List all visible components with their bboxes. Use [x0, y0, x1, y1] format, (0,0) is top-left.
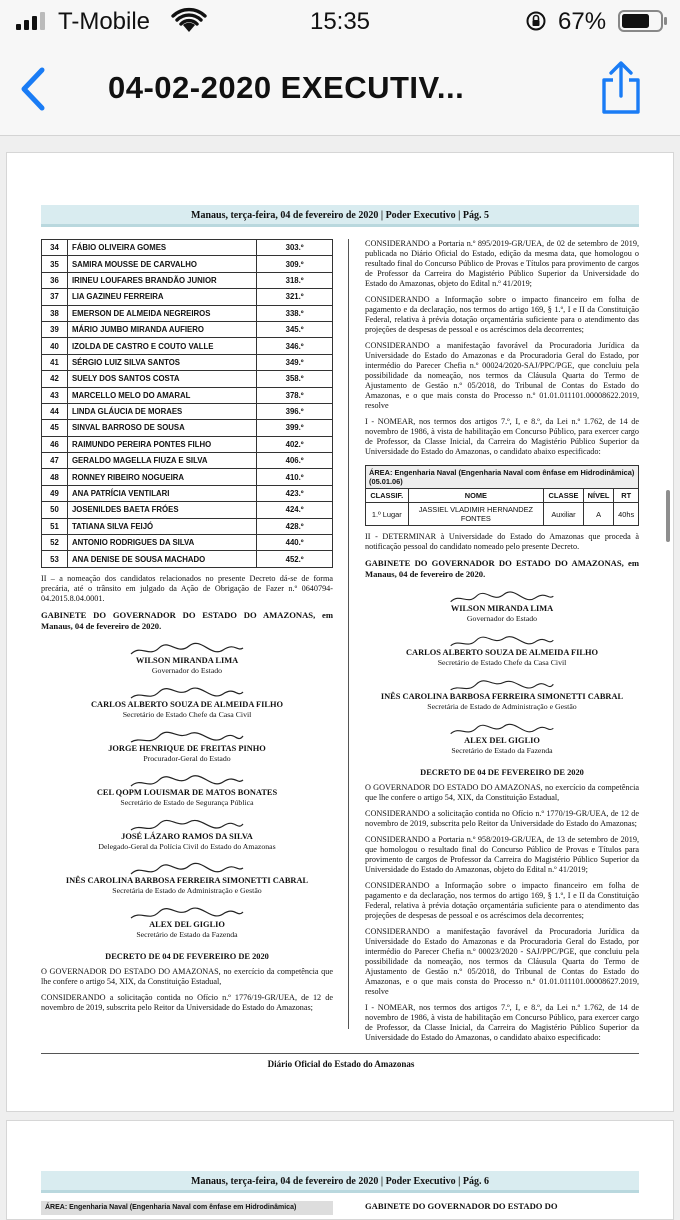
candidate-name: LIA GAZINEU FERREIRA: [67, 289, 256, 305]
decree-paragraph: CONSIDERANDO a manifestação favorável da Procuradoria Jurídica da Universidade do Estado do Amazonas e da Procuradoria Geral do Estado, por intermédio do Parecer Chefia n.º 00024/2020-SAJ/PPC/PGE, que concluiu pela possibilidade da nomeação, nos termos da Cláusula Quarta do Termo de Ajustamento de Gestão n.º 05/2018, do Tribunal de Contas do Estado do Amazonas, e o que mais consta do Processo n.º 01.01.011101.00008622.2019, resolve: [365, 341, 639, 410]
candidate-pos: 423.º: [257, 485, 333, 501]
clock: 15:35: [309, 8, 371, 35]
table-row: [42, 518, 333, 534]
table-row: [42, 551, 333, 567]
table-cell: JASSIEL VLADIMIR HERNANDEZ FONTES: [408, 503, 544, 526]
signatory-name: INÊS CAROLINA BARBOSA FERREIRA SIMONETTI CABRAL: [65, 875, 309, 885]
signature-block: [365, 678, 639, 712]
footer-divider: [41, 1053, 639, 1054]
column-header: NOME: [408, 489, 544, 503]
signatory-role: Governador do Estado: [151, 665, 223, 675]
decree-paragraph: CONSIDERANDO a Portaria n.º 958/2019-GR/UEA, de 13 de setembro de 2019, que homologou o resultado final do Concurso Público de Provas e Títulos para provimento de cargos de Professor da Carreira do Magistério Público Superior da Universidade do Estado do Amazonas, objeto do Edital n.º 41/2019;: [365, 835, 639, 874]
table-row: [42, 338, 333, 354]
candidate-pos: 318.º: [257, 272, 333, 288]
candidate-name: ANA DENISE DE SOUSA MACHADO: [67, 551, 256, 567]
candidate-num: 38: [42, 305, 68, 321]
candidate-num: 46: [42, 436, 68, 452]
candidate-num: 35: [42, 256, 68, 272]
area-title: ÁREA: Engenharia Naval (Engenharia Naval com ênfase em Hidrodinâmica) (05.01.06): [366, 466, 639, 489]
candidate-num: 39: [42, 321, 68, 337]
decree-paragraph: CONSIDERANDO a Portaria n.º 895/2019-GR/UEA, de 02 de setembro de 2019, publicada no Diário Oficial do Estado, edição da mesma data, que homologou o resultado final do Concurso Público de Provas e Títulos para provimento de cargos de Professor da Carreira do Magistério Público Superior da Universidade do Estado do Amazonas, objeto do Edital n.º 41/2019;: [365, 239, 639, 288]
table-row: [42, 469, 333, 485]
signatory-name: INÊS CAROLINA BARBOSA FERREIRA SIMONETTI CABRAL: [380, 692, 624, 701]
right-column: [365, 239, 639, 1043]
document-title: 04-02-2020 EXECUTIV...: [108, 70, 465, 105]
signatory-name: ALEX DEL GIGLIO: [464, 736, 540, 745]
candidate-num: 40: [42, 338, 68, 354]
candidate-name: JOSENILDES BAETA FRÓES: [67, 502, 256, 518]
page-footer: Diário Oficial do Estado do Amazonas: [267, 1059, 415, 1069]
candidate-pos: 346.º: [257, 338, 333, 354]
table-row: [42, 502, 333, 518]
decree-paragraph: II - DETERMINAR à Universidade do Estado do Amazonas que proceda à notificação pessoal do candidato nomeado pelo presente Decreto.: [365, 532, 639, 551]
candidate-pos: 345.º: [257, 321, 333, 337]
candidate-name: SAMIRA MOUSSE DE CARVALHO: [67, 256, 256, 272]
signatory-role: Procurador-Geral do Estado: [143, 753, 231, 763]
candidate-name: EMERSON DE ALMEIDA NEGREIROS: [67, 305, 256, 321]
candidate-pos: 321.º: [257, 289, 333, 305]
share-icon[interactable]: [596, 60, 646, 116]
table-cell: Auxiliar: [544, 503, 583, 526]
signatory-role: Secretário de Estado Chefe da Casa Civil: [437, 658, 567, 667]
battery-percentage: 67%: [558, 8, 607, 35]
table-row: [42, 485, 333, 501]
table-row: [42, 256, 333, 272]
candidate-name: SÉRGIO LUIZ SILVA SANTOS: [67, 354, 256, 370]
table-row: [42, 354, 333, 370]
signatory-role: Secretária de Estado de Administração e Gestão: [112, 885, 262, 895]
decree-paragraph: O GOVERNADOR DO ESTADO DO AMAZONAS, no exercício da competência que lhe confere o artigo 54, XIX, da Constituição Estadual,: [41, 966, 333, 986]
decree-paragraph: II – a nomeação dos candidatos relacionados no presente Decreto dá-se de forma precária, até o trânsito em julgado da Ação de Obrigação de Fazer n.º 0640794-04.2015.8.04.0001.: [41, 573, 333, 603]
decree-title: DECRETO DE 04 DE FEVEREIRO DE 2020: [105, 951, 269, 961]
signatory-name: JORGE HENRIQUE DE FREITAS PINHO: [108, 743, 266, 753]
decree-paragraph: CONSIDERANDO a solicitação contida no Ofício n.º 1770/19-GR/UEA, de 12 de novembro de 2019, subscrita pelo Reitor da Universidade do Estado do Amazonas;: [365, 809, 639, 828]
table-cell: A: [583, 503, 614, 526]
decree-paragraph: CONSIDERANDO a Informação sobre o impacto financeiro em folha de pagamento e da declaração, nos termos do artigo 169, § 1.º, I e II da Constituição Federal, relativa à prévia dotação orçamentária suficiente para o atendimento das projeções de despesas de pessoal e os acréscimos dela decorrentes;: [365, 295, 639, 334]
signature-block: [41, 774, 333, 808]
candidate-name: MÁRIO JUMBO MIRANDA AUFIERO: [67, 321, 256, 337]
signature-block: [41, 686, 333, 720]
signature-block: [365, 590, 639, 624]
signatory-role: Secretário de Estado de Segurança Pública: [120, 797, 254, 807]
column-header: NÍVEL: [583, 489, 614, 503]
decree-title: DECRETO DE 04 DE FEVEREIRO DE 2020: [420, 768, 584, 777]
candidate-pos: 378.º: [257, 387, 333, 403]
column-header: CLASSIF.: [366, 489, 409, 503]
rotation-lock-icon: [525, 10, 547, 32]
table-row: [42, 403, 333, 419]
area-table: [365, 465, 639, 526]
candidate-num: 43: [42, 387, 68, 403]
candidates-table: [41, 239, 333, 568]
table-row: [42, 272, 333, 288]
candidate-pos: 428.º: [257, 518, 333, 534]
candidate-num: 48: [42, 469, 68, 485]
table-row: [42, 371, 333, 387]
area-title: ÁREA: Engenharia Naval (Engenharia Naval com ênfase em Hidrodinâmica): [41, 1201, 333, 1215]
table-cell: 1.º Lugar: [366, 503, 409, 526]
candidate-pos: 440.º: [257, 535, 333, 551]
table-row: [42, 289, 333, 305]
table-row: [42, 387, 333, 403]
candidate-name: SUELY DOS SANTOS COSTA: [67, 371, 256, 387]
candidate-num: 45: [42, 420, 68, 436]
document-page: [6, 1120, 674, 1220]
candidate-num: 37: [42, 289, 68, 305]
signature-block: [41, 906, 333, 940]
signatory-name: WILSON MIRANDA LIMA: [450, 604, 554, 613]
candidate-pos: 396.º: [257, 403, 333, 419]
candidate-name: LINDA GLÁUCIA DE MORAES: [67, 403, 256, 419]
candidate-pos: 358.º: [257, 371, 333, 387]
column-header: RT: [614, 489, 639, 503]
table-row: [42, 240, 333, 256]
candidate-num: 44: [42, 403, 68, 419]
candidate-pos: 410.º: [257, 469, 333, 485]
signatory-role: Secretária de Estado de Administração e Gestão: [427, 702, 577, 711]
signatory-role: Secretário de Estado da Fazenda: [451, 746, 553, 755]
candidate-num: 51: [42, 518, 68, 534]
candidate-name: IRINEU LOUFARES BRANDÃO JUNIOR: [67, 272, 256, 288]
document-page: [6, 152, 674, 1112]
signatory-name: CARLOS ALBERTO SOUZA DE ALMEIDA FILHO: [406, 648, 598, 657]
table-cell: 40hs: [614, 503, 639, 526]
status-bar: [0, 0, 680, 44]
candidate-pos: 338.º: [257, 305, 333, 321]
signature-block: [365, 634, 639, 668]
table-row: [42, 436, 333, 452]
gabinete-line: GABINETE DO GOVERNADOR DO ESTADO DO AMAZONAS, em Manaus, 04 de fevereiro de 2020.: [365, 558, 639, 579]
candidate-name: ANA PATRÍCIA VENTILARI: [67, 485, 256, 501]
candidate-pos: 309.º: [257, 256, 333, 272]
table-row: [42, 321, 333, 337]
candidate-pos: 402.º: [257, 436, 333, 452]
page-header: Manaus, terça-feira, 04 de fevereiro de 2020 | Poder Executivo | Pág. 5: [41, 205, 639, 227]
candidate-pos: 399.º: [257, 420, 333, 436]
candidate-num: 47: [42, 453, 68, 469]
signatory-role: Secretário de Estado da Fazenda: [136, 929, 238, 939]
decree-paragraph: CONSIDERANDO a solicitação contida no Ofício n.º 1776/19-GR/UEA, de 12 de novembro de 2019, subscrita pelo Reitor da Universidade do Estado do Amazonas;: [41, 992, 333, 1012]
signature-block: [41, 730, 333, 764]
signatory-role: Delegado-Geral da Polícia Civil do Estado do Amazonas: [98, 841, 276, 851]
signature-block: [41, 818, 333, 852]
table-row: [42, 305, 333, 321]
navigation-bar: [0, 44, 680, 136]
candidate-name: SINVAL BARROSO DE SOUSA: [67, 420, 256, 436]
candidate-pos: 303.º: [257, 240, 333, 256]
candidate-pos: 406.º: [257, 453, 333, 469]
candidate-name: GERALDO MAGELLA FIUZA E SILVA: [67, 453, 256, 469]
signatory-name: ALEX DEL GIGLIO: [149, 919, 225, 929]
table-row: [42, 420, 333, 436]
candidate-name: FÁBIO OLIVEIRA GOMES: [67, 240, 256, 256]
candidate-num: 36: [42, 272, 68, 288]
candidate-num: 50: [42, 502, 68, 518]
signature-block: [41, 642, 333, 676]
candidate-num: 53: [42, 551, 68, 567]
column-divider: [348, 239, 349, 1029]
page-header: Manaus, terça-feira, 04 de fevereiro de 2020 | Poder Executivo | Pág. 6: [41, 1171, 639, 1193]
back-chevron-icon[interactable]: [14, 64, 54, 114]
candidate-name: MARCELLO MELO DO AMARAL: [67, 387, 256, 403]
signatory-name: JOSÉ LÁZARO RAMOS DA SILVA: [121, 831, 253, 841]
candidate-num: 52: [42, 535, 68, 551]
table-row: [42, 535, 333, 551]
column-header: CLASSE: [544, 489, 583, 503]
candidate-name: TATIANA SILVA FEIJÓ: [67, 518, 256, 534]
candidate-pos: 424.º: [257, 502, 333, 518]
left-column: [41, 239, 333, 1013]
signatory-name: CARLOS ALBERTO SOUZA DE ALMEIDA FILHO: [91, 699, 283, 709]
gabinete-line: GABINETE DO GOVERNADOR DO ESTADO DO: [365, 1201, 558, 1211]
scroll-indicator[interactable]: [666, 490, 670, 542]
candidate-pos: 349.º: [257, 354, 333, 370]
candidate-num: 41: [42, 354, 68, 370]
candidate-num: 42: [42, 371, 68, 387]
candidate-pos: 452.º: [257, 551, 333, 567]
candidate-name: ANTONIO RODRIGUES DA SILVA: [67, 535, 256, 551]
candidate-num: 49: [42, 485, 68, 501]
decree-paragraph: I - NOMEAR, nos termos dos artigos 7.º, I, e 8.º, da Lei n.º 1.762, de 14 de novembro de 1986, à vista de habilitação em Concurso Público, para exercer cargo de Professor, da Classe Inicial, da Carreira do Magistério Público Superior da Universidade do Estado do Amazonas, o candidato abaixo especificado:: [365, 417, 639, 456]
decree-paragraph: O GOVERNADOR DO ESTADO DO AMAZONAS, no exercício da competência que lhe confere o artigo 54, XIX, da Constituição Estadual,: [365, 783, 639, 802]
signature-block: [41, 862, 333, 896]
table-row: [42, 453, 333, 469]
gabinete-line: GABINETE DO GOVERNADOR DO ESTADO DO AMAZONAS, em Manaus, 04 de fevereiro de 2020.: [41, 609, 333, 631]
carrier-name: T-Mobile: [58, 8, 151, 35]
signatory-role: Governador do Estado: [466, 614, 538, 623]
signatory-role: Secretário de Estado Chefe da Casa Civil: [122, 709, 252, 719]
candidate-name: RAIMUNDO PEREIRA PONTES FILHO: [67, 436, 256, 452]
decree-paragraph: CONSIDERANDO a manifestação favorável da Procuradoria Jurídica da Universidade do Estado do Amazonas e da Procuradoria Geral do Estado, por intermédio do Parecer Chefia n.º 00023/2020 - SAJ/PPC/PGE, que concluiu pela possibilidade da nomeação, nos termos da Cláusula Quarta do Termo de Ajustamento de Gestão n.º 05/2018, do Tribunal de Contas do Estado do Amazonas, e o que mais consta do Processo n.º 01.01.011101.00008627.2019, resolve: [365, 927, 639, 996]
battery-icon: [618, 10, 668, 32]
signature-block: [365, 722, 639, 756]
signatory-name: CEL QOPM LOUISMAR DE MATOS BONATES: [96, 787, 278, 797]
signatory-name: WILSON MIRANDA LIMA: [135, 655, 239, 665]
candidate-name: IZOLDA DE CASTRO E COUTO VALLE: [67, 338, 256, 354]
candidate-num: 34: [42, 240, 68, 256]
decree-paragraph: CONSIDERANDO a Informação sobre o impacto financeiro em folha de pagamento e da declaração, nos termos do artigo 169, § 1.º, I e II da Constituição Federal, relativa à prévia dotação orçamentária suficiente para o atendimento das projeções de despesas de pessoal e os acréscimos dela decorrentes;: [365, 881, 639, 920]
decree-paragraph: I - NOMEAR, nos termos dos artigos 7.º, I, e 8.º, da Lei n.º 1.762, de 14 de novembro de 1986, à vista de habilitação em Concurso Público, para exercer cargo de Professor, da Classe Inicial, da Carreira do Magistério Público Superior da Universidade do Estado do Amazonas, o candidato abaixo especificado:: [365, 1003, 639, 1042]
candidate-name: RONNEY RIBEIRO NOGUEIRA: [67, 469, 256, 485]
